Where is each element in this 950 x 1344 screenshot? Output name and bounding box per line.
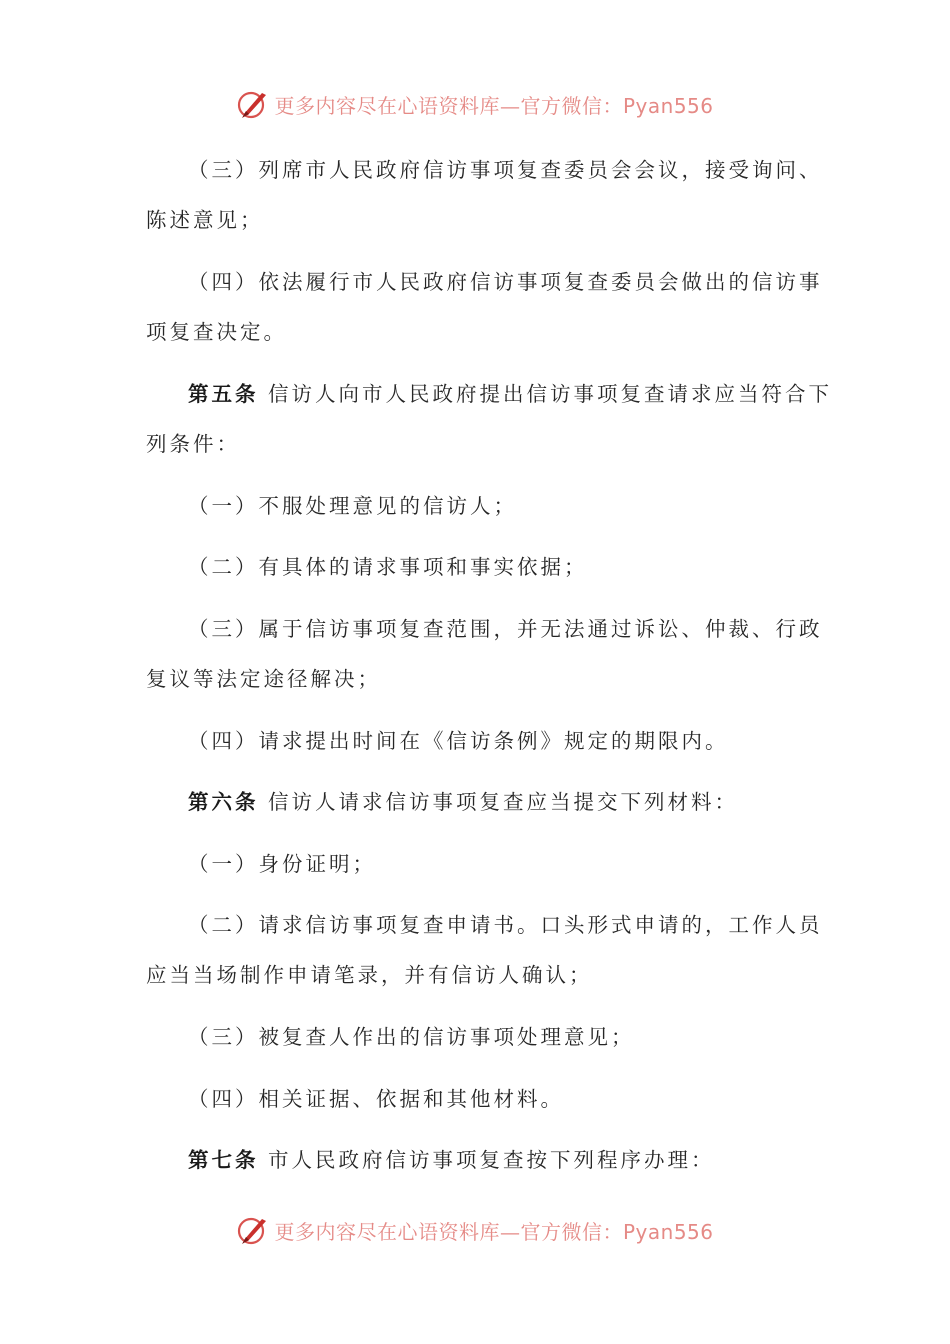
paragraph-line: （一）身份证明； [188,852,376,876]
paragraph-line: （三）被复查人作出的信访事项处理意见； [188,1025,635,1049]
article-line: 第五条 信访人向市人民政府提出信访事项复查请求应当符合下 [188,382,833,406]
footer-watermark-banner [0,1210,950,1250]
paragraph-line: （一）不服处理意见的信访人； [188,494,517,518]
paragraph-line: 项复查决定。 [146,320,287,344]
article-number: 第五条 [188,382,259,406]
paragraph-line: （四）相关证据、依据和其他材料。 [188,1087,564,1111]
paragraph-line: （三）列席市人民政府信访事项复查委员会会议，接受询问、 [188,158,823,182]
article-line: 第六条 信访人请求信访事项复查应当提交下列材料： [188,790,739,814]
paragraph-line: （三）属于信访事项复查范围，并无法通过诉讼、仲裁、行政 [188,617,823,641]
watermark-text: 更多内容尽在心语资料库—官方微信：Pyan556 [274,93,714,118]
paragraph-line: （四）依法履行市人民政府信访事项复查委员会做出的信访事 [188,270,823,294]
article-number: 第七条 [188,1148,259,1172]
paragraph-line: 复议等法定途径解决； [146,667,381,691]
quill-pen-logo-icon [236,1213,270,1247]
paragraph-line: 陈述意见； [146,208,264,232]
paragraph-line: （四）请求提出时间在《信访条例》规定的期限内。 [188,729,729,753]
watermark-text: 更多内容尽在心语资料库—官方微信：Pyan556 [274,1219,714,1244]
paragraph-line: 列条件： [146,432,240,456]
article-line: 第七条 市人民政府信访事项复查按下列程序办理： [188,1148,715,1172]
paragraph-line: 应当当场制作申请笔录，并有信访人确认； [146,963,593,987]
article-number: 第六条 [188,790,259,814]
paragraph-line: （二）请求信访事项复查申请书。口头形式申请的，工作人员 [188,913,823,937]
paragraph-line: （二）有具体的请求事项和事实依据； [188,555,588,579]
